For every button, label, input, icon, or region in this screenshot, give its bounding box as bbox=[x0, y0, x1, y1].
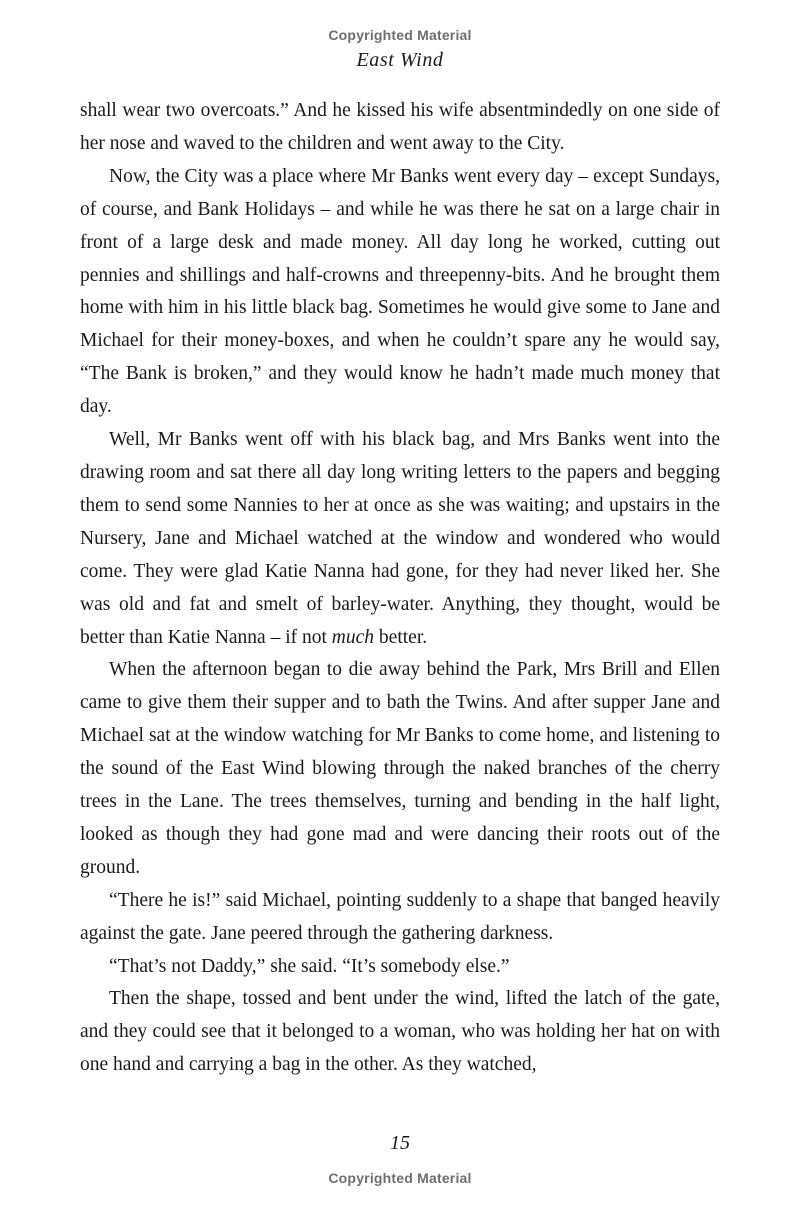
paragraph-continuation: shall wear two overcoats.” And he kissed his wife absentmindedly on one side of her nose and waved to the children and went away to the City. bbox=[80, 100, 720, 154]
paragraph-afternoon: When the afternoon began to die away behind the Park, Mrs Brill and Ellen came to give them their supper and to bath the Twins. And after supper Jane and Michael sat at the window watching for Mr Banks to come home, and listening to the sound of the East Wind blowing through the naked branches of the cherry trees in the Lane. The trees themselves, turning and bending in the half light, looked as though they had gone mad and were dancing their roots out of the ground. bbox=[80, 659, 720, 878]
paragraph-city: Now, the City was a place where Mr Banks went every day – except Sundays, of course, and Bank Holidays – and while he was there he sat on a large chair in front of a large desk and made money. All day long he worked, cutting out pennies and shillings and half-crowns and threepenny-bits. And he brought them home with him in his little black bag. Sometimes he would give some to Jane and Michael for their money-boxes, and when he couldn’t spare any he would say, “The Bank is broken,” and they would know he hadn’t made much money that day. bbox=[80, 165, 720, 418]
paragraph-shape: Then the shape, tossed and bent under the wind, lifted the latch of the gate, and they could see that it belonged to a woman, who was holding her hat on with one hand and carrying a bag in the other. As they watched, bbox=[80, 988, 720, 1076]
paragraph-text: Well, Mr Banks went off with his black bag, and Mrs Banks went into the drawing room and sat there all day long writing letters to the papers and begging them to send some Nannies to her at once as she was waiting; and upstairs in the Nursery, Jane and Michael watched at the window and wondered who would come. They were glad Katie Nanna had gone, for they had never liked her. She was old and fat and smelt of barley-water. Anything, they thought, would be better than Katie Nanna – if not bbox=[80, 429, 720, 648]
paragraph-there-he-is: “There he is!” said Michael, pointing suddenly to a shape that banged heavily against the gate. Jane peered through the gathering darkness. bbox=[80, 889, 720, 944]
page-body bbox=[80, 95, 720, 1082]
copyright-watermark-top: Copyrighted Material bbox=[328, 27, 472, 43]
paragraph-drawing-room bbox=[80, 424, 720, 654]
paragraph-not-daddy: “That’s not Daddy,” she said. “It’s somebody else.” bbox=[109, 955, 510, 977]
paragraph-text: better. bbox=[374, 626, 428, 648]
copyright-watermark-bottom: Copyrighted Material bbox=[328, 1170, 472, 1186]
page-number: 15 bbox=[390, 1132, 410, 1154]
running-head-title: East Wind bbox=[356, 49, 444, 71]
emphasis-text: much bbox=[331, 626, 375, 648]
